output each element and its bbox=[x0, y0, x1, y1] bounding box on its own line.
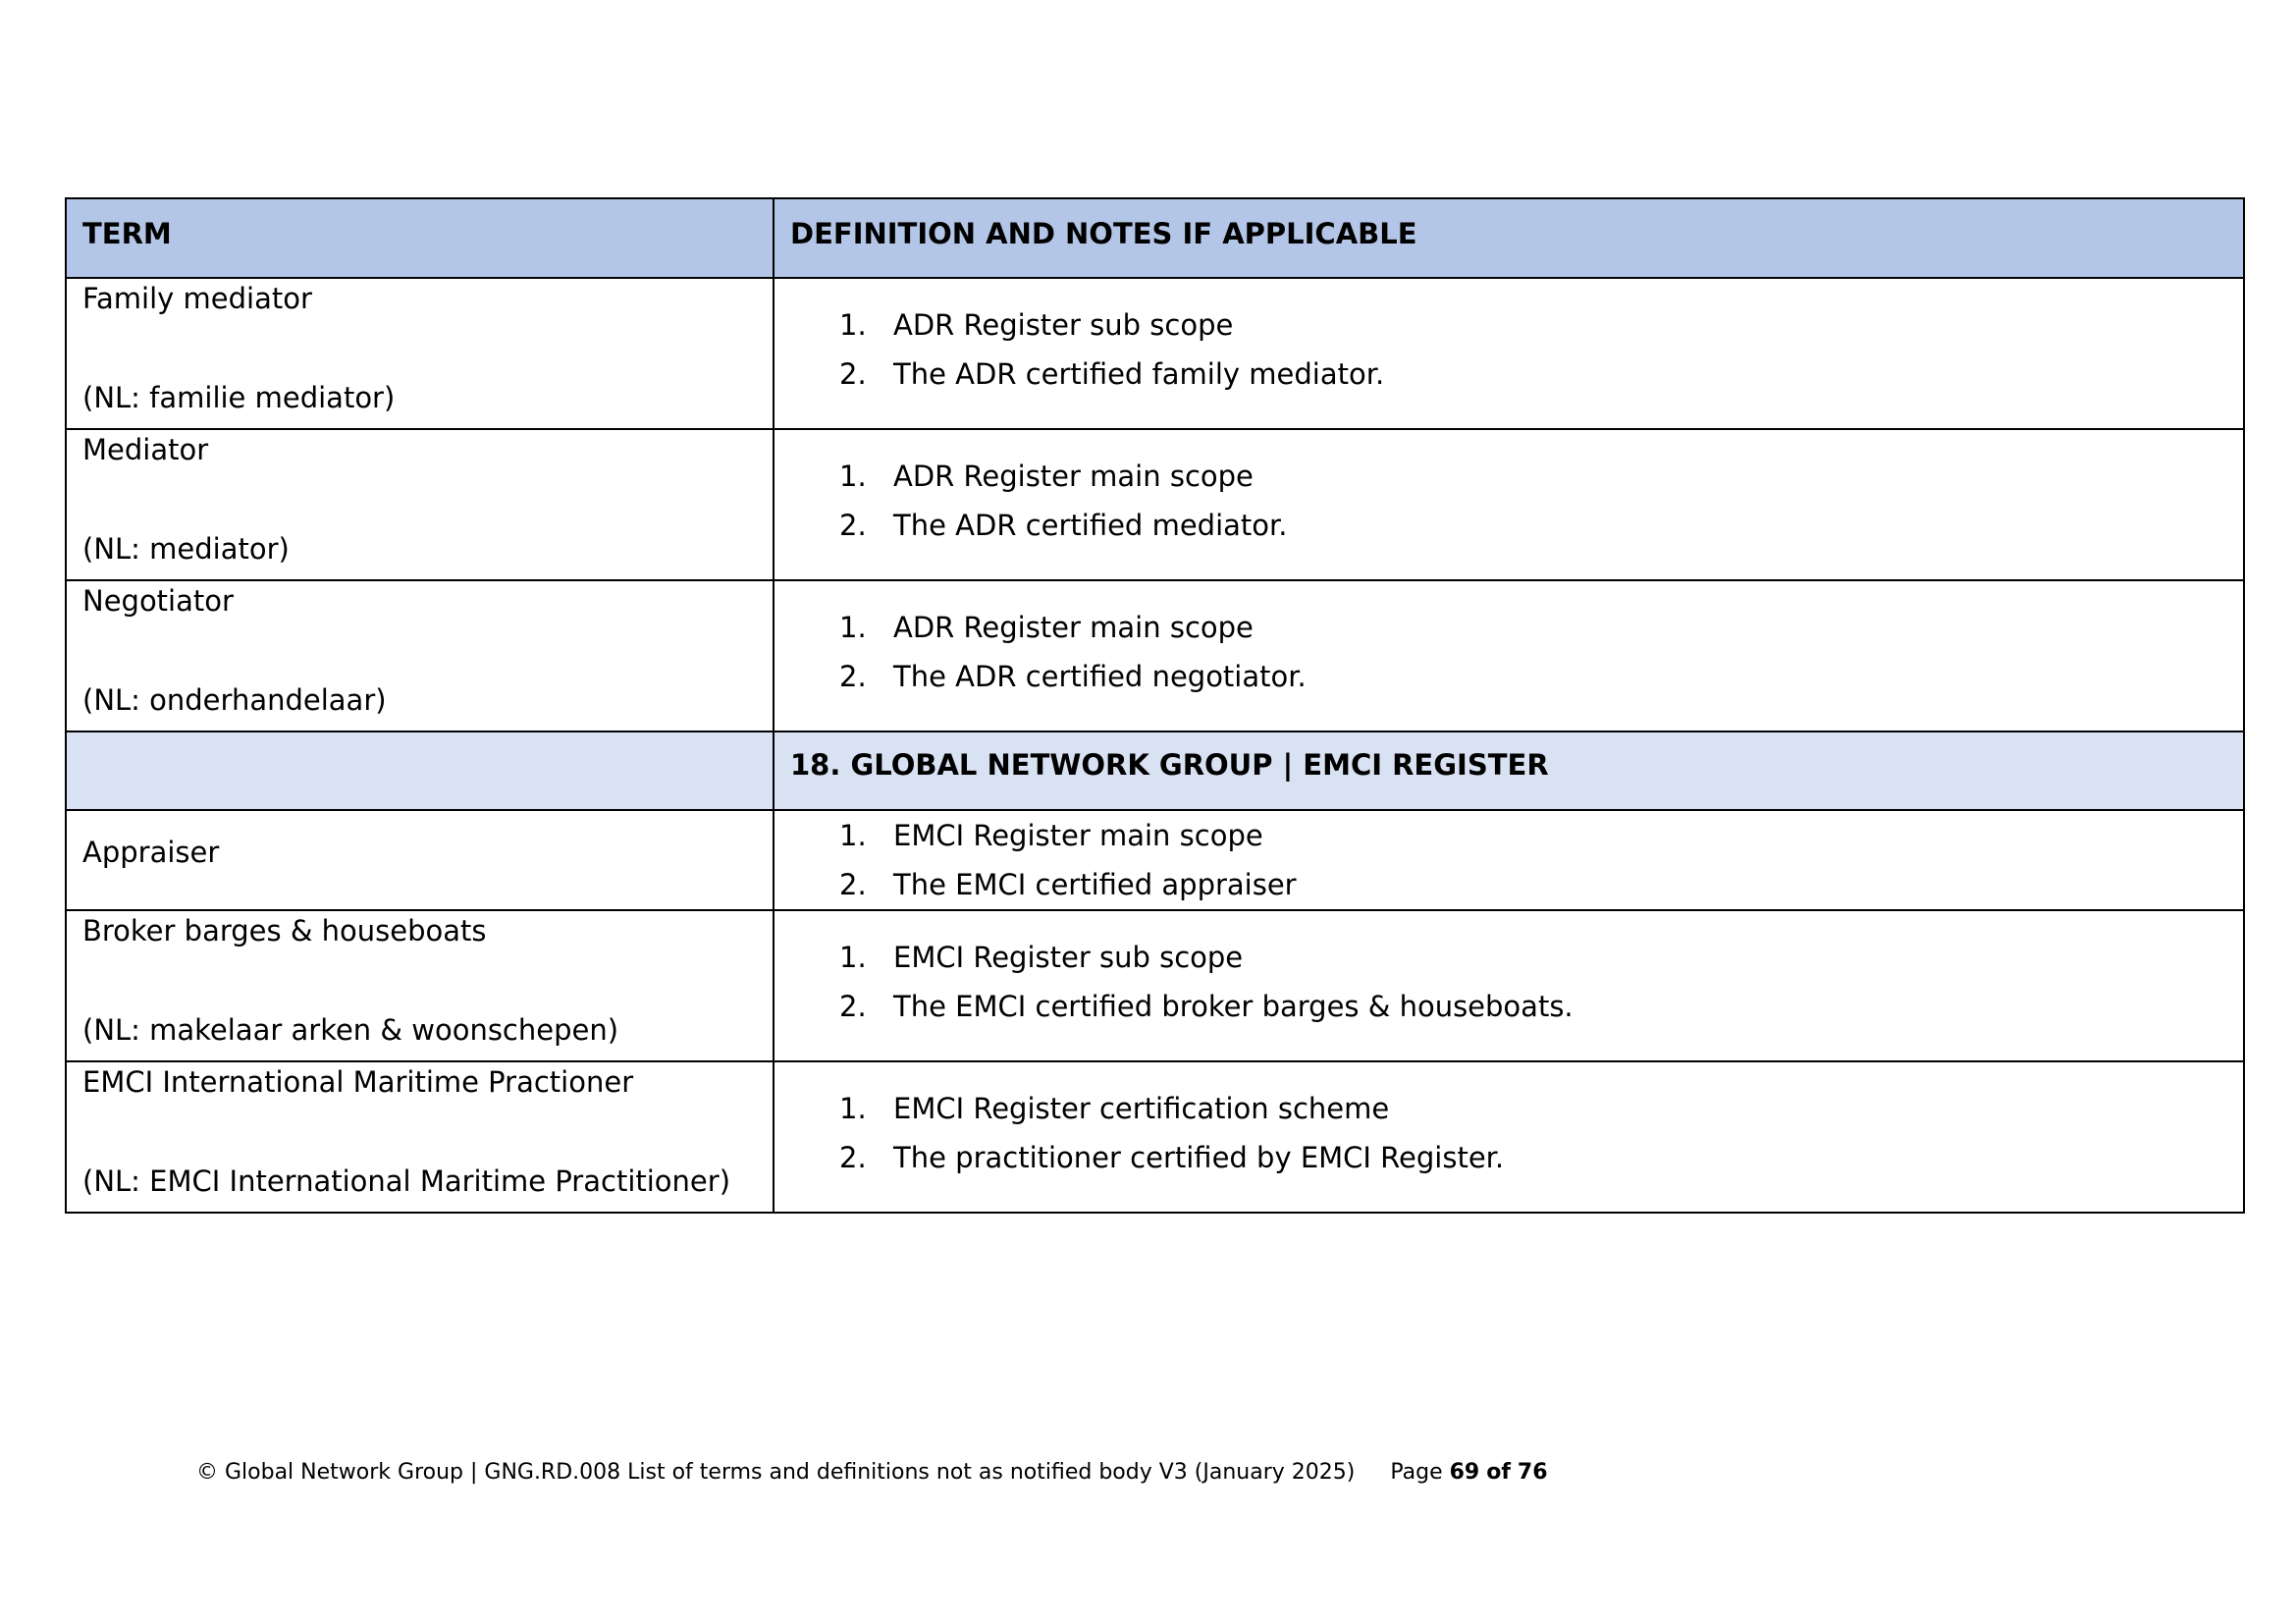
list-item: 1. ADR Register main scope bbox=[839, 611, 1254, 644]
term-dutch: (NL: makelaar arken & woonschepen) bbox=[82, 1013, 619, 1047]
term-cell bbox=[66, 580, 774, 731]
table-header-row bbox=[66, 198, 2244, 278]
definition-list bbox=[774, 603, 2243, 701]
term-dutch: (NL: mediator) bbox=[82, 532, 290, 566]
list-item: 1. ADR Register sub scope bbox=[839, 308, 1234, 342]
term-dutch: (NL: familie mediator) bbox=[82, 381, 396, 414]
definition-cell bbox=[774, 1061, 2244, 1213]
term-dutch: (NL: onderhandelaar) bbox=[82, 683, 387, 717]
term-cell bbox=[66, 278, 774, 429]
term-name: Family mediator bbox=[82, 282, 312, 315]
list-item: 2. The ADR certified mediator. bbox=[839, 509, 1288, 542]
table-row bbox=[66, 1061, 2244, 1213]
table-row bbox=[66, 910, 2244, 1061]
definition-list bbox=[774, 300, 2243, 399]
term-name: EMCI International Maritime Practioner bbox=[82, 1065, 634, 1099]
page-indicator: Page 69 of 76 bbox=[1390, 1460, 1548, 1485]
section-title-cell bbox=[774, 731, 2244, 810]
section-empty-cell bbox=[66, 731, 774, 810]
list-item: 1. EMCI Register certification scheme bbox=[839, 1092, 1390, 1125]
term-cell bbox=[66, 429, 774, 580]
definition-list bbox=[774, 933, 2243, 1031]
list-item: 2. The EMCI certified appraiser bbox=[839, 868, 1297, 901]
terms-table bbox=[65, 197, 2245, 1214]
list-item: 1. EMCI Register sub scope bbox=[839, 941, 1244, 974]
list-item: 2. The ADR certified negotiator. bbox=[839, 660, 1307, 693]
list-item: 1. EMCI Register main scope bbox=[839, 819, 1263, 852]
page-footer bbox=[196, 1459, 1548, 1487]
list-item: 2. The ADR certified family mediator. bbox=[839, 357, 1385, 391]
term-name: Broker barges & houseboats bbox=[82, 914, 487, 947]
definition-cell bbox=[774, 429, 2244, 580]
table-row bbox=[66, 810, 2244, 910]
term-dutch: (NL: EMCI International Maritime Practitioner) bbox=[82, 1164, 731, 1198]
section-header-row bbox=[66, 731, 2244, 810]
definition-list bbox=[774, 1084, 2243, 1182]
term-cell bbox=[66, 910, 774, 1061]
definition-cell bbox=[774, 278, 2244, 429]
page-total: 76 bbox=[1517, 1460, 1548, 1485]
section-title: 18. GLOBAL NETWORK GROUP | EMCI REGISTER bbox=[790, 748, 1549, 782]
definition-list bbox=[774, 811, 2243, 909]
definition-cell bbox=[774, 580, 2244, 731]
list-item: 2. The practitioner certified by EMCI Register. bbox=[839, 1141, 1505, 1174]
term-name: Negotiator bbox=[82, 584, 234, 618]
header-term-cell: TERM bbox=[66, 198, 774, 278]
footer-copyright: © Global Network Group | GNG.RD.008 List of terms and definitions not as notified body V3 (January 2025) bbox=[196, 1460, 1356, 1485]
table-row bbox=[66, 429, 2244, 580]
list-item: 1. ADR Register main scope bbox=[839, 460, 1254, 493]
table-row bbox=[66, 580, 2244, 731]
term-name: Mediator bbox=[82, 433, 209, 466]
table-row bbox=[66, 278, 2244, 429]
list-item: 2. The EMCI certified broker barges & houseboats. bbox=[839, 990, 1574, 1023]
definition-cell bbox=[774, 810, 2244, 910]
header-definition-cell: DEFINITION AND NOTES IF APPLICABLE bbox=[774, 198, 2244, 278]
term-name: Appraiser bbox=[82, 836, 220, 869]
term-cell bbox=[66, 1061, 774, 1213]
term-cell bbox=[66, 810, 774, 910]
definition-cell bbox=[774, 910, 2244, 1061]
definition-list bbox=[774, 452, 2243, 550]
page-number: 69 bbox=[1449, 1460, 1480, 1485]
